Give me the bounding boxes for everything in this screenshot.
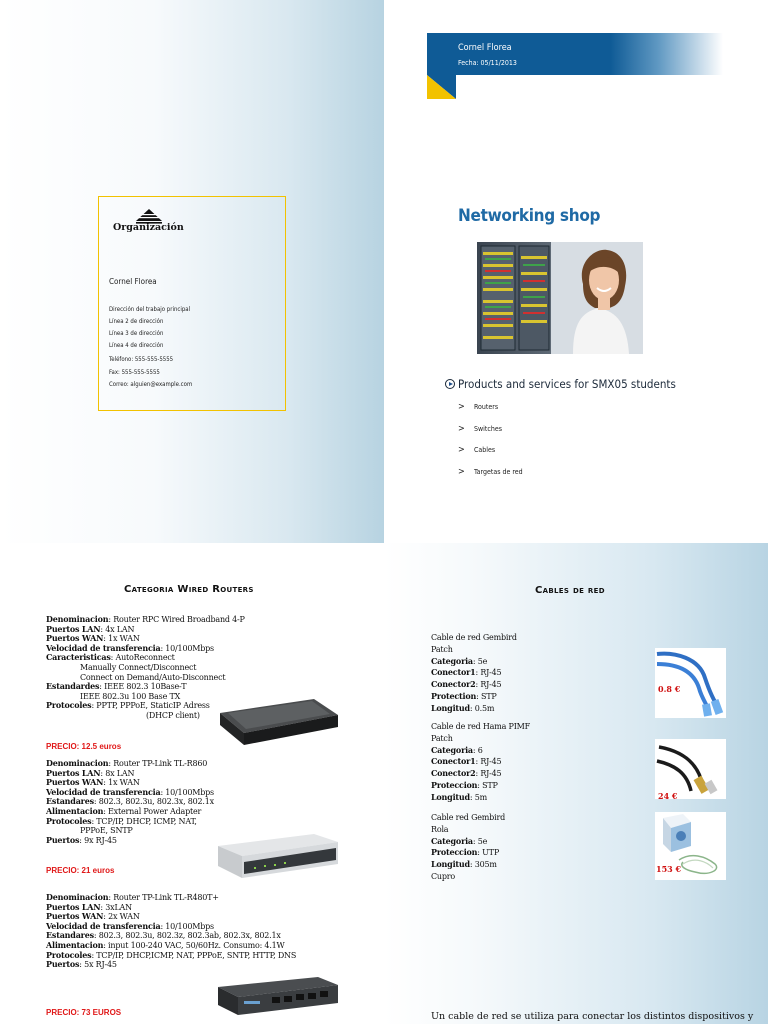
spec-value: : RJ-45 xyxy=(475,757,502,767)
cables-heading: Cables de red xyxy=(535,585,605,596)
router-spec-3 xyxy=(46,893,296,970)
spec-value: Connect on Demand/Auto-Disconnect xyxy=(80,672,226,682)
product-category: Targetas de red xyxy=(474,468,523,477)
spec-label: Alimentacion xyxy=(46,939,104,950)
address-line: Línea 3 de dirección xyxy=(109,330,164,337)
play-bullet-icon xyxy=(445,379,455,389)
black-patch-cable-icon xyxy=(655,739,726,799)
spec-line xyxy=(46,817,214,827)
address-line: Línea 4 de dirección xyxy=(109,342,164,349)
spec-value: : 10/100Mbps xyxy=(160,643,214,653)
spec-value: : 5m xyxy=(469,792,488,802)
product-category: Switches xyxy=(474,424,502,433)
list-item xyxy=(458,396,523,418)
spec-label: Alimentacion xyxy=(46,805,104,816)
spec-value: : TCP/IP, DHCP,ICMP, NAT, PPPoE, SNTP, HTTP, DNS xyxy=(91,950,297,960)
spec-label: Puertos WAN xyxy=(46,911,104,922)
spec-line xyxy=(46,960,296,970)
cables-footer-text: Un cable de red se utiliza para conectar los distintos dispositivos y xyxy=(431,1011,754,1022)
router-price-1: PRECIO: 12.5 euros xyxy=(46,742,122,751)
spec-line xyxy=(431,632,517,644)
spec-label: Estandares xyxy=(46,796,94,807)
cable-price-3: 153 € xyxy=(656,864,682,874)
spec-value: : Router TP-Link TL-R480T+ xyxy=(108,893,219,902)
router-image-2 xyxy=(214,828,342,886)
spec-value: Patch xyxy=(431,644,453,654)
spec-label: Puertos xyxy=(46,959,80,970)
spec-value: : External Power Adapter xyxy=(103,806,202,816)
spec-value: Cable de red Hama PIMF xyxy=(431,722,530,731)
spec-label: Categoria xyxy=(431,655,473,666)
cable-price-2: 24 € xyxy=(658,791,678,801)
spec-value: : RJ-45 xyxy=(475,680,502,690)
spec-line xyxy=(46,836,214,846)
spec-label: Velocidad de transferencia xyxy=(46,786,161,797)
spec-line xyxy=(431,780,530,792)
spec-label: Puertos WAN xyxy=(46,777,104,788)
router-spec-2 xyxy=(46,759,214,845)
spec-value: : 9x RJ-45 xyxy=(79,835,117,845)
spec-value: : RJ-45 xyxy=(475,769,502,779)
spec-line xyxy=(431,745,530,757)
products-heading: Products and services for SMX05 students xyxy=(458,377,676,391)
spec-label: Estandares xyxy=(46,930,94,941)
spec-value: : Router TP-Link TL-R860 xyxy=(108,759,208,768)
spec-label: Longitud xyxy=(431,791,470,802)
spec-value: Cable de red Gembird xyxy=(431,633,517,642)
cable-spec-1 xyxy=(431,632,517,715)
spec-line xyxy=(431,644,517,656)
spec-label: Puertos LAN xyxy=(46,767,101,778)
server-room-image xyxy=(477,242,643,354)
router-rack-icon xyxy=(214,975,342,1020)
spec-label: Proteccion xyxy=(431,847,478,858)
fax-line: Fax: 555-555-5555 xyxy=(109,368,160,376)
products-heading-row xyxy=(445,377,676,391)
spec-value: : 4x LAN xyxy=(100,624,135,634)
product-category: Cables xyxy=(474,446,496,455)
list-item xyxy=(458,461,523,483)
shop-title: Networking shop xyxy=(458,206,601,226)
spec-label: Denominacion xyxy=(46,892,109,902)
spec-value: : RJ-45 xyxy=(475,668,502,678)
spec-value: Cable red Gembird xyxy=(431,813,506,822)
spec-line xyxy=(431,756,530,768)
spec-value: : 5e xyxy=(472,836,488,846)
address-line: Línea 2 de dirección xyxy=(109,318,164,325)
spec-value: : IEEE 802.3 10Base-T xyxy=(99,682,187,692)
organization-contact xyxy=(109,354,192,392)
spec-label: Estandardes xyxy=(46,681,100,692)
header-band xyxy=(427,33,723,75)
list-item xyxy=(458,440,523,462)
spec-value: : 5e xyxy=(472,656,488,666)
spec-value: : TCP/IP, DHCP, ICMP, NAT, xyxy=(91,816,197,826)
organization-address xyxy=(109,304,190,352)
spec-value: : 802.3, 802.3u, 802.3x, 802.1x xyxy=(93,797,214,807)
spec-line xyxy=(431,667,517,679)
spec-line xyxy=(431,679,517,691)
spec-label: Puertos LAN xyxy=(46,623,101,634)
spec-line xyxy=(431,768,530,780)
cable-image-1 xyxy=(655,648,726,718)
router-price-3: PRECIO: 73 EUROS xyxy=(46,1008,122,1017)
spec-line xyxy=(431,824,505,836)
router-image-3 xyxy=(214,975,342,1020)
spec-value: : 305m xyxy=(469,860,497,870)
chevron-right-icon: > xyxy=(458,401,465,412)
spec-label: Denominacion xyxy=(46,614,109,624)
chevron-right-icon: > xyxy=(458,467,465,478)
spec-value: : 1x WAN xyxy=(103,778,140,788)
spec-label: Puertos WAN xyxy=(46,633,104,644)
spec-line xyxy=(431,721,530,733)
spec-label: Categoria xyxy=(431,835,473,846)
spec-value: : 10/100Mbps xyxy=(160,787,214,797)
router-image-1 xyxy=(214,685,342,753)
organization-title: Organización xyxy=(113,222,184,233)
router-price-2: PRECIO: 21 euros xyxy=(46,866,115,875)
product-category: Routers xyxy=(474,402,499,411)
spec-line xyxy=(431,871,505,883)
spec-label: Protocoles xyxy=(46,815,92,826)
spec-value: : Router RPC Wired Broadband 4-P xyxy=(108,615,245,624)
header-corner-yellow xyxy=(427,75,456,99)
cable-price-1: 0.8 € xyxy=(658,684,681,694)
spec-label: Conector2 xyxy=(431,679,476,690)
spec-line xyxy=(46,653,245,663)
spec-value: : STP xyxy=(476,691,497,701)
spec-value: : 1x WAN xyxy=(103,634,140,644)
blue-patch-cable-icon xyxy=(655,648,726,718)
organization-box xyxy=(98,196,286,411)
spec-label: Conector1 xyxy=(431,667,476,678)
spec-label: Longitud xyxy=(431,702,470,713)
cable-spec-2 xyxy=(431,721,530,804)
spec-line xyxy=(431,859,505,871)
spec-value: : 3xLAN xyxy=(100,902,132,912)
spec-line xyxy=(431,847,505,859)
spec-label: Protection xyxy=(431,690,477,701)
spec-label: Protocoles xyxy=(46,700,92,711)
spec-value: Cupro xyxy=(431,871,456,881)
phone-line: Teléfono: 555-555-5555 xyxy=(109,356,174,363)
spec-value: : input 100-240 VAC, 50/60Hz. Consumo: 4.1W xyxy=(103,940,285,950)
spec-label: Puertos LAN xyxy=(46,901,101,912)
spec-label: Denominacion xyxy=(46,758,109,768)
spec-line xyxy=(431,812,505,824)
spec-label: Puertos xyxy=(46,834,80,845)
technician-photo xyxy=(477,242,643,354)
cable-spec-3 xyxy=(431,812,505,883)
document-date: Fecha: 05/11/2013 xyxy=(458,59,517,67)
spec-value: : STP xyxy=(477,780,498,790)
spec-line xyxy=(431,733,530,745)
spec-value: : UTP xyxy=(477,848,499,858)
spec-value: Rola xyxy=(431,824,449,834)
address-line: Dirección del trabajo principal xyxy=(109,306,191,313)
spec-value: : PPTP, PPPoE, StaticIP Adress xyxy=(91,701,210,711)
products-list xyxy=(458,396,523,483)
chevron-right-icon: > xyxy=(458,423,465,434)
spec-value: (DHCP client) xyxy=(146,710,200,720)
spec-value: IEEE 802.3u 100 Base TX xyxy=(80,691,181,701)
spec-line xyxy=(431,656,517,668)
spec-value: Manually Connect/Disconnect xyxy=(80,662,197,672)
spec-line xyxy=(431,836,505,848)
routers-heading: Categoria Wired Routers xyxy=(124,584,254,595)
spec-label: Conector1 xyxy=(431,756,476,767)
spec-value: : 8x LAN xyxy=(100,768,135,778)
spec-value: PPPoE, SNTP xyxy=(80,826,133,836)
spec-line xyxy=(431,792,530,804)
spec-label: Velocidad de transferencia xyxy=(46,642,161,653)
list-item xyxy=(458,418,523,440)
spec-label: Categoria xyxy=(431,744,473,755)
chevron-right-icon: > xyxy=(458,445,465,456)
organization-person: Cornel Florea xyxy=(109,277,157,286)
spec-value: Patch xyxy=(431,733,453,743)
spec-line xyxy=(46,663,245,673)
spec-value: : 0.5m xyxy=(469,703,495,713)
spec-line xyxy=(46,951,296,961)
spec-label: Conector2 xyxy=(431,768,476,779)
spec-value: : 802.3, 802.3u, 802.3z, 802.3ab, 802.3x, 802.1x xyxy=(93,931,281,941)
spec-label: Proteccion xyxy=(431,779,478,790)
router-silver-icon xyxy=(214,828,342,886)
spec-value: : 10/100Mbps xyxy=(160,921,214,931)
author-name: Cornel Florea xyxy=(458,43,512,53)
spec-value: : 6 xyxy=(472,745,483,755)
spec-value: : AutoReconnect xyxy=(110,653,175,663)
cable-image-2 xyxy=(655,739,726,799)
spec-line xyxy=(431,703,517,715)
spec-value: : 2x WAN xyxy=(103,912,140,922)
spec-line xyxy=(431,691,517,703)
spec-label: Velocidad de transferencia xyxy=(46,920,161,931)
router-black-icon xyxy=(214,685,342,753)
spec-label: Protocoles xyxy=(46,949,92,960)
spec-label: Longitud xyxy=(431,859,470,870)
email-line: Correo: alguien@example.com xyxy=(109,381,193,388)
spec-label: Caracteristicas xyxy=(46,652,111,663)
spec-value: : 5x RJ-45 xyxy=(79,960,117,970)
